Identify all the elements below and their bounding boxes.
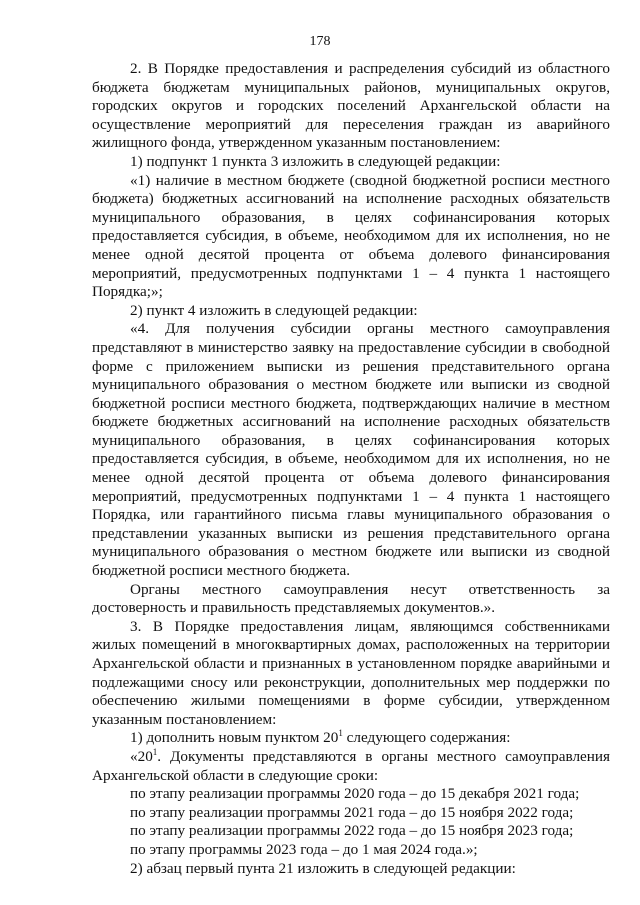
paragraph-responsibility: Органы местного самоуправления несут ответственность за достоверность и правильность представляемых документов.». [92,580,610,617]
paragraph-subitem-2-point-21: 2) абзац первый пунта 21 изложить в следующей редакции: [130,859,516,877]
superscript: 1 [152,746,158,757]
paragraph-subitem-1: 1) подпункт 1 пункта 3 изложить в следующей редакции: [130,152,501,170]
text-segment: следующего содержания: [342,729,511,747]
text-segment: «20 [130,747,153,765]
document-body [92,60,610,878]
schedule-item-2020: по этапу реализации программы 2020 года – до 15 декабря 2021 года; [130,785,580,803]
text-segment: 1) дополнить новым пунктом 20 [130,729,339,747]
paragraph-quote-4: «4. Для получения субсидии органы местного самоуправления представляют в министерство заявку на предоставление субсидии в свободной форме с приложением выписки из решения представительного органа муниципального образования о местном бюджете или выписки из сводной бюджетной росписи местного бюджета, подтверждающих наличие в местном бюджете бюджетных ассигнований на исполнение расходных обязательств муниципального образования, в целях софинансирования которых предоставляется субсидия, в объеме, необходимом для их исполнения, но не менее одной десятой процента от объема долевого финансирования мероприятий, предусмотренных подпунктами 1 – 4 пункта 1 настоящего Порядка, или гарантийного письма главы муниципального образования о представлении указанных выписки из решения представительного органа муниципального образования о местном бюджете или выписки из сводной бюджетной росписи местного бюджета. [92,320,610,580]
schedule-item-2023: по этапу программы 2023 года – до 1 мая 2024 года.»; [130,840,478,858]
schedule-item-2022: по этапу реализации программы 2022 года – до 15 ноября 2023 года; [130,822,574,840]
schedule-item-2021: по этапу реализации программы 2021 года – до 15 ноября 2022 года; [130,803,574,821]
paragraph-add-point [92,729,610,748]
superscript: 1 [338,728,343,739]
paragraph-subitem-2: 2) пункт 4 изложить в следующей редакции: [130,301,418,319]
text-segment: . Документы представляются в органы местного самоуправления Архангельской области в следующие сроки: [92,747,610,784]
paragraph-point-20-1 [92,748,610,785]
page-number: 178 [309,34,331,49]
paragraph-quote-1: «1) наличие в местном бюджете (сводной бюджетной росписи местного бюджета) бюджетных ассигнований на исполнение расходных обязательств муниципального образования, в целях софинансирования которых предоставляется субсидия, в объеме, необходимом для их исполнения, но не менее одной десятой процента от объема долевого финансирования мероприятий, предусмотренных подпунктами 1 – 4 пункта 1 настоящего Порядка;»; [92,171,610,301]
paragraph-amendment-2: 2. В Порядке предоставления и распределения субсидий из областного бюджета бюджетам муниципальных районов, муниципальных округов, городских округов и городских поселений Архангельской области на осуществление мероприятий для переселения граждан из аварийного жилищного фонда, утвержденном указанным постановлением: [92,60,610,152]
paragraph-amendment-3: 3. В Порядке предоставления лицам, являющимся собственниками жилых помещений в многоквартирных домах, расположенных на территории Архангельской области и признанных в установленном порядке аварийными и подлежащими сносу или реконструкции, дополнительных мер поддержки по обеспечению жилыми помещениями в форме субсидии, утвержденном указанным постановлением: [92,617,610,728]
